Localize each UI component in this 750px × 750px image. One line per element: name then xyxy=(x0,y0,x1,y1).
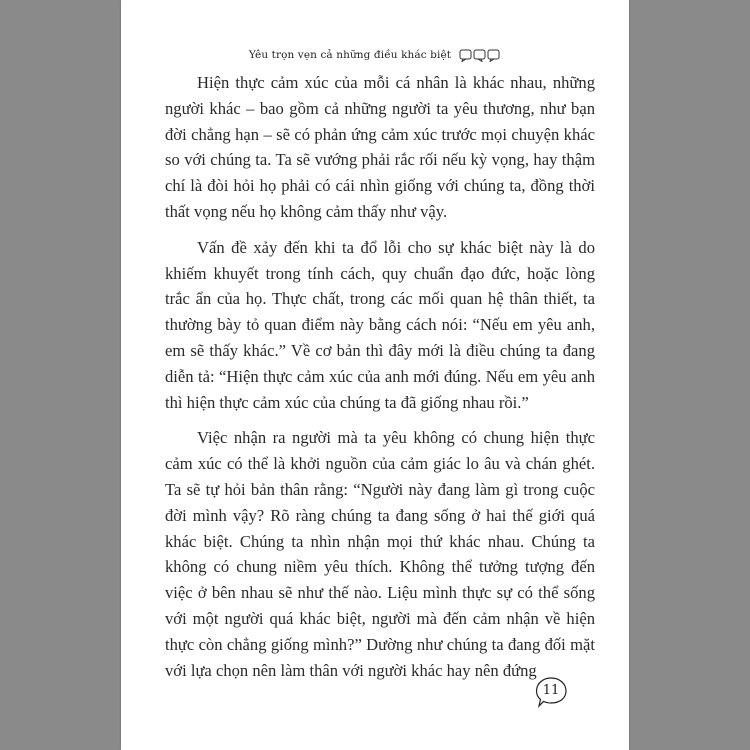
running-header-title: Yêu trọn vẹn cả những điều khác biệt xyxy=(248,49,452,61)
paragraph: Việc nhận ra người mà ta yêu không có chung hiện thực cảm xúc có thể là khởi nguồn của cảm giác lo âu và chán ghét. Ta sẽ tự hỏi bản thân rằng: “Người này đang làm gì trong cuộc đời mình vậy? Rõ ràng chúng ta đang sống ở hai thế giới quá khác biệt. Chúng ta nhìn nhận mọi thứ khác nhau. Chúng ta không có chung niềm yêu thích. Không thể tưởng tượng đến việc ở bên nhau sẽ như thế nào. Liệu mình thực sự có thể sống với một người quá khác biệt, người mà đến cảm nhận về hiện thực còn chẳng giống mình?” Dường như chúng ta đang đối mặt với lựa chọn nên làm thân với người khác hay nên đứng xyxy=(165,428,595,680)
paragraph: Vấn đề xảy đến khi ta đổ lỗi cho sự khác biệt này là do khiếm khuyết trong tính cách, quy chuẩn đạo đức, hoặc lòng trắc ẩn của họ. Thực chất, trong các mối quan hệ thân thiết, ta thường bày tỏ quan điểm này bằng cách nói: “Nếu em yêu anh, em sẽ thấy khác.” Về cơ bản thì đây mới là điều chúng ta đang diễn tả: “Hiện thực cảm xúc của anh mới đúng. Nếu em yêu anh thì hiện thực cảm xúc của chúng ta đã giống nhau rồi.” xyxy=(165,237,595,412)
paragraph: Hiện thực cảm xúc của mỗi cá nhân là khác nhau, những người khác – bao gồm cả những người ta yêu thương, như bạn đời chẳng hạn – sẽ có phản ứng cảm xúc trước mọi chuyện khác so với chúng ta. Ta sẽ vướng phải rắc rối nếu kỳ vọng, hay thậm chí là đòi hỏi họ phải có cái nhìn giống với chúng ta, đồng thời thất vọng nếu họ không cảm thấy như vậy. xyxy=(165,73,595,221)
page-number-badge xyxy=(535,676,571,710)
book-page xyxy=(121,0,629,750)
body-text xyxy=(165,70,595,693)
speech-bubbles-ornament-icon xyxy=(459,48,501,62)
running-header xyxy=(121,48,629,62)
page-number: 11 xyxy=(542,683,560,698)
